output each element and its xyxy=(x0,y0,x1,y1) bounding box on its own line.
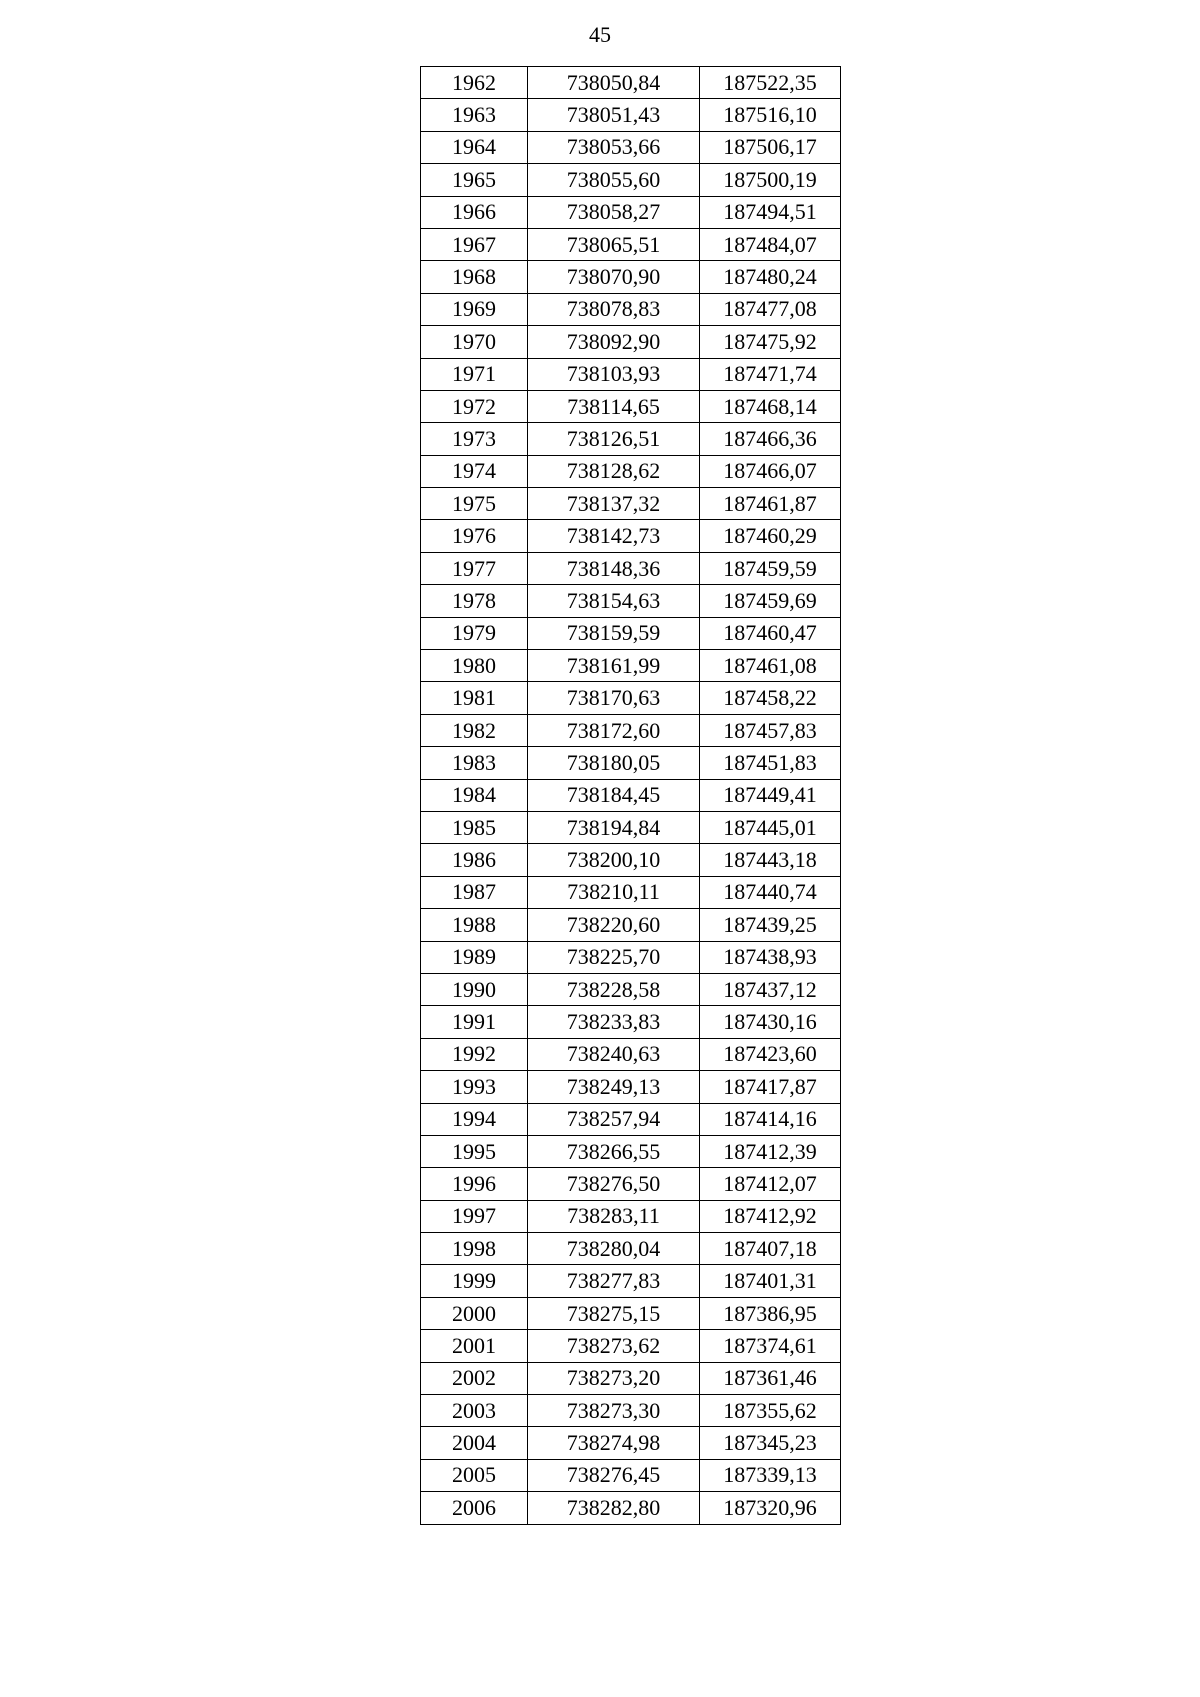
table-row xyxy=(421,1362,841,1394)
year-cell: 2004 xyxy=(421,1427,528,1459)
table-row xyxy=(421,811,841,843)
y-coordinate-cell: 187437,12 xyxy=(700,973,841,1005)
table-row xyxy=(421,488,841,520)
year-cell: 1976 xyxy=(421,520,528,552)
y-coordinate-cell: 187412,39 xyxy=(700,1135,841,1167)
table-row xyxy=(421,261,841,293)
x-coordinate-cell: 738200,10 xyxy=(528,844,700,876)
x-coordinate-cell: 738051,43 xyxy=(528,99,700,131)
table-row xyxy=(421,67,841,99)
y-coordinate-cell: 187466,07 xyxy=(700,455,841,487)
y-coordinate-cell: 187440,74 xyxy=(700,876,841,908)
table-row xyxy=(421,358,841,390)
y-coordinate-cell: 187506,17 xyxy=(700,131,841,163)
table-body xyxy=(421,67,841,1525)
year-cell: 1996 xyxy=(421,1168,528,1200)
year-cell: 2002 xyxy=(421,1362,528,1394)
table-row xyxy=(421,164,841,196)
x-coordinate-cell: 738058,27 xyxy=(528,196,700,228)
table-row xyxy=(421,1006,841,1038)
year-cell: 1974 xyxy=(421,455,528,487)
x-coordinate-cell: 738282,80 xyxy=(528,1492,700,1524)
y-coordinate-cell: 187414,16 xyxy=(700,1103,841,1135)
year-cell: 2003 xyxy=(421,1395,528,1427)
year-cell: 1985 xyxy=(421,811,528,843)
table-row xyxy=(421,844,841,876)
x-coordinate-cell: 738070,90 xyxy=(528,261,700,293)
year-cell: 1971 xyxy=(421,358,528,390)
x-coordinate-cell: 738148,36 xyxy=(528,552,700,584)
year-cell: 1994 xyxy=(421,1103,528,1135)
x-coordinate-cell: 738137,32 xyxy=(528,488,700,520)
year-cell: 1999 xyxy=(421,1265,528,1297)
y-coordinate-cell: 187345,23 xyxy=(700,1427,841,1459)
y-coordinate-cell: 187460,47 xyxy=(700,617,841,649)
year-cell: 1988 xyxy=(421,909,528,941)
y-coordinate-cell: 187460,29 xyxy=(700,520,841,552)
year-cell: 1993 xyxy=(421,1071,528,1103)
year-cell: 2001 xyxy=(421,1330,528,1362)
y-coordinate-cell: 187443,18 xyxy=(700,844,841,876)
y-coordinate-cell: 187320,96 xyxy=(700,1492,841,1524)
year-cell: 1977 xyxy=(421,552,528,584)
table-row xyxy=(421,1395,841,1427)
year-cell: 1978 xyxy=(421,585,528,617)
year-cell: 1995 xyxy=(421,1135,528,1167)
y-coordinate-cell: 187516,10 xyxy=(700,99,841,131)
x-coordinate-cell: 738240,63 xyxy=(528,1038,700,1070)
x-coordinate-cell: 738280,04 xyxy=(528,1233,700,1265)
year-cell: 1983 xyxy=(421,747,528,779)
y-coordinate-cell: 187480,24 xyxy=(700,261,841,293)
table-row xyxy=(421,99,841,131)
table-row xyxy=(421,876,841,908)
table-row xyxy=(421,747,841,779)
x-coordinate-cell: 738225,70 xyxy=(528,941,700,973)
x-coordinate-cell: 738233,83 xyxy=(528,1006,700,1038)
x-coordinate-cell: 738154,63 xyxy=(528,585,700,617)
table-row xyxy=(421,552,841,584)
table-row xyxy=(421,196,841,228)
page-number: 45 xyxy=(589,22,611,47)
year-cell: 1987 xyxy=(421,876,528,908)
x-coordinate-cell: 738276,45 xyxy=(528,1459,700,1491)
x-coordinate-cell: 738114,65 xyxy=(528,390,700,422)
table-row xyxy=(421,1038,841,1070)
x-coordinate-cell: 738277,83 xyxy=(528,1265,700,1297)
table-row xyxy=(421,228,841,260)
x-coordinate-cell: 738170,63 xyxy=(528,682,700,714)
table-row xyxy=(421,131,841,163)
table-row xyxy=(421,423,841,455)
y-coordinate-cell: 187522,35 xyxy=(700,67,841,99)
x-coordinate-cell: 738128,62 xyxy=(528,455,700,487)
y-coordinate-cell: 187445,01 xyxy=(700,811,841,843)
table-row xyxy=(421,617,841,649)
table-row xyxy=(421,390,841,422)
year-cell: 1998 xyxy=(421,1233,528,1265)
year-cell: 1990 xyxy=(421,973,528,1005)
table-row xyxy=(421,1071,841,1103)
year-cell: 1965 xyxy=(421,164,528,196)
table-row xyxy=(421,1168,841,1200)
year-cell: 1991 xyxy=(421,1006,528,1038)
x-coordinate-cell: 738053,66 xyxy=(528,131,700,163)
y-coordinate-cell: 187423,60 xyxy=(700,1038,841,1070)
y-coordinate-cell: 187458,22 xyxy=(700,682,841,714)
x-coordinate-cell: 738228,58 xyxy=(528,973,700,1005)
year-cell: 1992 xyxy=(421,1038,528,1070)
table-row xyxy=(421,1265,841,1297)
x-coordinate-cell: 738249,13 xyxy=(528,1071,700,1103)
x-coordinate-cell: 738273,62 xyxy=(528,1330,700,1362)
x-coordinate-cell: 738142,73 xyxy=(528,520,700,552)
y-coordinate-cell: 187386,95 xyxy=(700,1297,841,1329)
table-row xyxy=(421,682,841,714)
table-row xyxy=(421,714,841,746)
x-coordinate-cell: 738275,15 xyxy=(528,1297,700,1329)
y-coordinate-cell: 187361,46 xyxy=(700,1362,841,1394)
year-cell: 1986 xyxy=(421,844,528,876)
y-coordinate-cell: 187417,87 xyxy=(700,1071,841,1103)
x-coordinate-cell: 738184,45 xyxy=(528,779,700,811)
table-row xyxy=(421,1200,841,1232)
table-row xyxy=(421,909,841,941)
y-coordinate-cell: 187484,07 xyxy=(700,228,841,260)
y-coordinate-cell: 187339,13 xyxy=(700,1459,841,1491)
table-row xyxy=(421,779,841,811)
table-row xyxy=(421,1492,841,1524)
x-coordinate-cell: 738210,11 xyxy=(528,876,700,908)
year-cell: 1982 xyxy=(421,714,528,746)
x-coordinate-cell: 738055,60 xyxy=(528,164,700,196)
year-cell: 1968 xyxy=(421,261,528,293)
table-row xyxy=(421,941,841,973)
x-coordinate-cell: 738050,84 xyxy=(528,67,700,99)
y-coordinate-cell: 187477,08 xyxy=(700,293,841,325)
x-coordinate-cell: 738273,20 xyxy=(528,1362,700,1394)
year-cell: 1984 xyxy=(421,779,528,811)
year-cell: 1962 xyxy=(421,67,528,99)
x-coordinate-cell: 738172,60 xyxy=(528,714,700,746)
table-row xyxy=(421,326,841,358)
table-row xyxy=(421,973,841,1005)
y-coordinate-cell: 187475,92 xyxy=(700,326,841,358)
y-coordinate-cell: 187430,16 xyxy=(700,1006,841,1038)
y-coordinate-cell: 187401,31 xyxy=(700,1265,841,1297)
year-cell: 1970 xyxy=(421,326,528,358)
x-coordinate-cell: 738103,93 xyxy=(528,358,700,390)
x-coordinate-cell: 738283,11 xyxy=(528,1200,700,1232)
year-cell: 1963 xyxy=(421,99,528,131)
x-coordinate-cell: 738220,60 xyxy=(528,909,700,941)
table-row xyxy=(421,1103,841,1135)
year-cell: 1979 xyxy=(421,617,528,649)
table-row xyxy=(421,1297,841,1329)
y-coordinate-cell: 187494,51 xyxy=(700,196,841,228)
y-coordinate-cell: 187461,87 xyxy=(700,488,841,520)
y-coordinate-cell: 187459,59 xyxy=(700,552,841,584)
table-row xyxy=(421,1330,841,1362)
y-coordinate-cell: 187471,74 xyxy=(700,358,841,390)
year-cell: 1966 xyxy=(421,196,528,228)
table-row xyxy=(421,650,841,682)
x-coordinate-cell: 738092,90 xyxy=(528,326,700,358)
year-cell: 2000 xyxy=(421,1297,528,1329)
year-cell: 1975 xyxy=(421,488,528,520)
table-row xyxy=(421,1135,841,1167)
x-coordinate-cell: 738257,94 xyxy=(528,1103,700,1135)
x-coordinate-cell: 738078,83 xyxy=(528,293,700,325)
x-coordinate-cell: 738065,51 xyxy=(528,228,700,260)
year-cell: 2006 xyxy=(421,1492,528,1524)
y-coordinate-cell: 187451,83 xyxy=(700,747,841,779)
y-coordinate-cell: 187449,41 xyxy=(700,779,841,811)
x-coordinate-cell: 738159,59 xyxy=(528,617,700,649)
x-coordinate-cell: 738274,98 xyxy=(528,1427,700,1459)
year-cell: 1997 xyxy=(421,1200,528,1232)
y-coordinate-cell: 187500,19 xyxy=(700,164,841,196)
x-coordinate-cell: 738194,84 xyxy=(528,811,700,843)
year-cell: 1967 xyxy=(421,228,528,260)
x-coordinate-cell: 738266,55 xyxy=(528,1135,700,1167)
year-cell: 1964 xyxy=(421,131,528,163)
table-row xyxy=(421,455,841,487)
y-coordinate-cell: 187459,69 xyxy=(700,585,841,617)
coordinates-table xyxy=(420,66,841,1525)
y-coordinate-cell: 187466,36 xyxy=(700,423,841,455)
y-coordinate-cell: 187407,18 xyxy=(700,1233,841,1265)
x-coordinate-cell: 738126,51 xyxy=(528,423,700,455)
y-coordinate-cell: 187439,25 xyxy=(700,909,841,941)
y-coordinate-cell: 187461,08 xyxy=(700,650,841,682)
y-coordinate-cell: 187438,93 xyxy=(700,941,841,973)
y-coordinate-cell: 187412,92 xyxy=(700,1200,841,1232)
table-row xyxy=(421,1459,841,1491)
y-coordinate-cell: 187355,62 xyxy=(700,1395,841,1427)
table-row xyxy=(421,520,841,552)
x-coordinate-cell: 738273,30 xyxy=(528,1395,700,1427)
table-row xyxy=(421,1427,841,1459)
year-cell: 1981 xyxy=(421,682,528,714)
x-coordinate-cell: 738180,05 xyxy=(528,747,700,779)
year-cell: 1973 xyxy=(421,423,528,455)
table-row xyxy=(421,293,841,325)
y-coordinate-cell: 187468,14 xyxy=(700,390,841,422)
y-coordinate-cell: 187412,07 xyxy=(700,1168,841,1200)
y-coordinate-cell: 187374,61 xyxy=(700,1330,841,1362)
year-cell: 2005 xyxy=(421,1459,528,1491)
x-coordinate-cell: 738276,50 xyxy=(528,1168,700,1200)
year-cell: 1972 xyxy=(421,390,528,422)
x-coordinate-cell: 738161,99 xyxy=(528,650,700,682)
table-row xyxy=(421,585,841,617)
table-row xyxy=(421,1233,841,1265)
year-cell: 1980 xyxy=(421,650,528,682)
year-cell: 1989 xyxy=(421,941,528,973)
y-coordinate-cell: 187457,83 xyxy=(700,714,841,746)
year-cell: 1969 xyxy=(421,293,528,325)
